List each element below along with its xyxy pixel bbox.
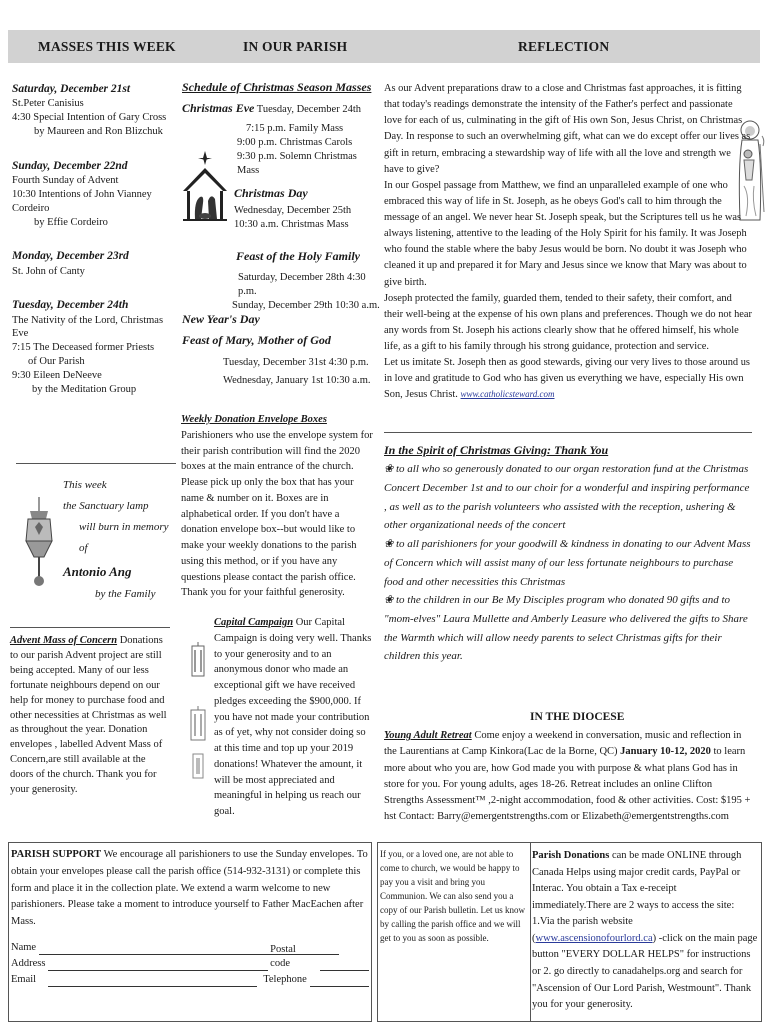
mass-line: 7:15 The Deceased former Priests — [12, 342, 155, 354]
new-years-title: New Year's Day — [182, 312, 260, 326]
support-title: PARISH SUPPORT — [11, 849, 102, 860]
parish-support-form — [8, 842, 372, 1022]
spirit-of-giving — [384, 440, 752, 666]
header-bar — [8, 30, 760, 63]
advent-title: Advent Mass of Concern — [10, 635, 118, 646]
mass-line: of Our Parish — [28, 356, 85, 368]
communion-box — [377, 842, 531, 1022]
weekly-envelope-notice — [181, 412, 376, 601]
flower-icon: ❀ — [384, 538, 396, 551]
communion-text: If you, or a loved one, are not able to come to church, we would be happy to pay you a visit and bring you Communion. We can also send you a copy of our Parish bulletin. Let us know by calling the parish office and we will get to you as soon as possible. — [380, 849, 525, 943]
retreat-dates: January 10-12, 2020 — [620, 746, 711, 758]
thanks-text: to all who so generously donated to our organ restoration fund at the Christmas Concert December 1st and to our choir for a wonderful and inspiring performance , as well as to the parish volunteers who assisted with the reception, ushering & other organizational needs of the concert — [384, 463, 750, 532]
mass-line: by Maureen and Ron Blizchuk — [34, 125, 163, 137]
christmas-eve-title: Christmas Eve — [182, 101, 255, 115]
mass-date: Saturday, December 21st — [12, 83, 131, 95]
holy-family-times — [232, 271, 382, 313]
sanctuary-lamp-text — [63, 475, 173, 605]
address-field[interactable] — [48, 960, 268, 971]
lamp-line: by the Family — [95, 588, 156, 601]
holy-line: Saturday, December 28th 4:30 p.m. — [238, 272, 366, 297]
thanks-text: to the children in our Be My Disciples program who donated 90 gifts and to "mom-elves" Laura Mullette and Amberly Leasure who delivered the gifts to Share the Warmth which will allow needy parents to select Christmas gifts for their children this year. — [384, 594, 748, 663]
campaign-icon — [188, 640, 208, 790]
reflection-text: As our Advent preparations draw to a close and Christmas fast approaches, it is fitting that today's readings demonstrate the intensity of the Father's perfect and passionate love for each of us, culminating in the gift of His own Son, Jesus Christ, on Christmas Day. In response to such an overwhelming gift, what can we do except offer our lives as gift in return, embracing a stewardship way of life with all the love and strength we have to give? In our Gospel passage from Matthew, we find an unparalleled example of one who embraced this way of life in St. Joseph, as he obeys God's call to him through the message of an angel. We never hear St. Joseph speak, but the Scriptures tell us he was always listening, attentive to the leading of the Holy Spirit for his family. It was Joseph who found the stable where the baby Jesus would be born. No doubt it was Joseph who cleaned it up and prepared it for Mary and Jesus since we know that Mary was about to give birth. Joseph protected the family, guarded them, tended to their safety, their comfort, and their well-being at the expense of his own plans and preferences. Though we do not hear any words from St. Joseph his actions clearly show that he offered himself, his whole life, as a gift to his family through his strong guidance, protection and service. Let us imitate St. Joseph then as good stewards, giving our very lives to those around us in love and gratitude to God who has given us everything we have, especially His own Son, Jesus Christ. — [384, 83, 752, 401]
lamp-line: will burn in memory of — [79, 520, 169, 554]
holy-line: Sunday, December 29th 10:30 a.m. — [232, 299, 380, 311]
christmas-eve-date: Tuesday, December 24th — [256, 104, 361, 115]
mass-line: 4:30 Special Intention of Gary Cross — [12, 112, 167, 124]
telephone-label: Telephone — [263, 974, 307, 986]
eve-line: 9:30 p.m. Solemn Christmas Mass — [237, 150, 357, 176]
lamp-line: the Sanctuary lamp — [63, 499, 149, 512]
capital-campaign-title: Capital Campaign — [214, 617, 294, 628]
mass-line: 9:30 Eileen DeNeeve — [12, 370, 102, 381]
christmas-eve-times — [232, 122, 372, 177]
lamp-line: This week — [63, 479, 107, 491]
advent-text: Donations to our parish Advent project are still being accepted. Many of our less fortunate neighbours depend on our help for money to purchase food and other necessities at Christmas as well as throughout the year. Donation envelopes , labelled Advent Mass of Concern,are still available at the doors of the church. Thank you for your generosity. — [10, 635, 167, 796]
eve-line: 9:00 p.m. Christmas Carols — [237, 136, 353, 148]
eve-line: 7:15 p.m. Family Mass — [246, 123, 344, 134]
postal-code-field[interactable] — [320, 960, 369, 971]
reflection-body — [384, 81, 752, 404]
sanctuary-lamp-icon — [22, 497, 56, 589]
mary-line: Tuesday, December 31st 4:30 p.m. — [223, 357, 369, 368]
thanks-item — [384, 591, 752, 666]
retreat-text: Come enjoy a weekend in conversation, music and reflection in the Laurentians at Camp Kinkora(Lac de la Borne, QC) — [384, 730, 742, 758]
donations-title: Parish Donations — [532, 850, 610, 861]
mass-line: St. John of Canty — [12, 265, 85, 277]
masses-column — [12, 82, 172, 397]
telephone-field[interactable] — [310, 976, 369, 987]
support-text-block — [11, 847, 369, 931]
mass-line: The Nativity of the Lord, Christmas Eve — [12, 314, 164, 340]
address-label: Address — [11, 958, 46, 970]
memorial-name: Antonio Ang — [63, 563, 132, 579]
divider — [16, 463, 176, 464]
thanks-text: to all parishioners for your goodwill & kindness in donating to our Advent Mass of Concern which will assist many of our less fortunate neighbours to purchase food and other necessities this Christmas — [384, 538, 751, 588]
day-line: Wednesday, December 25th — [234, 204, 352, 216]
email-field[interactable] — [48, 976, 257, 987]
donations-text: can be made ONLINE through Canada Helps using major credit cards, PayPal or Interac. You obtain a Tax e-receipt immediately.There are 2 ways to access the site: 1.Via the parish website ( — [532, 850, 742, 944]
mary-mother-times — [223, 356, 378, 388]
parish-website-link[interactable]: www.ascensionofourlord.ca — [535, 932, 653, 944]
mass-date: Sunday, December 22nd — [12, 159, 128, 172]
mass-line: by the Meditation Group — [32, 383, 137, 395]
mary-mother-title: Feast of Mary, Mother of God — [182, 333, 331, 347]
mass-line: St.Peter Canisius — [12, 98, 84, 110]
name-label: Name — [11, 942, 37, 954]
thanks-item — [384, 535, 752, 591]
mass-date: Tuesday, December 24th — [12, 299, 129, 312]
flower-icon: ❀ — [384, 463, 396, 476]
christmas-day-title: Christmas Day — [234, 186, 308, 200]
retreat-title: Young Adult Retreat — [384, 730, 472, 741]
mass-line: by Effie Cordeiro — [34, 216, 108, 228]
capital-campaign-notice — [214, 615, 372, 820]
divider — [384, 432, 752, 433]
diocese-title: IN THE DIOCESE — [530, 711, 625, 723]
mass-line: 10:30 Intentions of John Vianney Cordeiro — [12, 188, 152, 214]
support-text: We encourage all parishioners to use the Sunday envelopes. To obtain your envelopes please call the parish office (514-932-3131) or complete this form and place it in the collection plate. We extend a warm welcome to new parishioners. Please take a moment to introduce yourself to Father MacEachen after Mass. — [11, 849, 368, 928]
spirit-title: In the Spirit of Christmas Giving: Thank You — [384, 443, 609, 457]
christmas-day-block — [234, 186, 374, 232]
advent-mass-notice — [10, 634, 170, 798]
header-masses: MASSES THIS WEEK — [38, 39, 176, 54]
catholic-steward-link[interactable]: www.catholicsteward.com — [460, 389, 555, 400]
header-reflection: REFLECTION — [518, 39, 610, 54]
christmas-eve-row — [182, 101, 361, 117]
mary-line: Wednesday, January 1st 10:30 a.m. — [223, 374, 371, 386]
weekly-envelope-title: Weekly Donation Envelope Boxes — [181, 414, 327, 425]
mass-line: Fourth Sunday of Advent — [12, 174, 119, 186]
schedule-title: Schedule of Christmas Season Masses — [182, 80, 372, 94]
donations-text: ) -click on the main page button "EVERY DOLLAR HELPS" for instructions or 2. go directly to canadahelps.org and search for "Ascension of Our Lord Parish, Westmount". Thank you for your generosity. — [532, 932, 758, 1011]
flower-icon: ❀ — [384, 594, 396, 607]
retreat-text: to learn more about who you are, how God made you with purpose & what plans God has in store for you. For young adults, ages 18-26. Retreat includes an online Clifton Strengths Assessment™ ,2-night accommodation, food & other activities. Cost: $195 + hst Contact: Barry@emergentstrengths.com or Elizabeth@emergentstrengths.com — [384, 746, 751, 823]
divider — [10, 627, 170, 628]
postal-code-label: Postal code — [270, 944, 296, 970]
email-label: Email — [11, 974, 37, 986]
capital-campaign-text: Our Capital Campaign is doing very well. Thanks to your generosity and to an anonymous donor who made an exceptional gift we have received pledges exceeding the $900,000. If you have not made your contribution as of yet, why not consider doing so at this time and top up your 2019 donations! Whatever the amount, it will be most appreciated and meaningful in helping us reach our goal. — [214, 617, 372, 817]
thanks-item — [384, 460, 752, 535]
holy-family-title: Feast of the Holy Family — [236, 249, 360, 263]
mass-date: Monday, December 23rd — [12, 250, 129, 263]
young-adult-retreat — [384, 728, 754, 826]
header-parish: IN OUR PARISH — [243, 39, 348, 54]
donations-box — [529, 842, 762, 1022]
day-line: 10:30 a.m. Christmas Mass — [234, 218, 349, 230]
donations-text-block — [532, 848, 758, 1014]
nativity-icon — [181, 151, 229, 221]
weekly-envelope-text: Parishioners who use the envelope system for their parish contribution will find the 2020 boxes at the main entrance of the church. Please pick up only the box that has your name & number on it. Boxes are in alphabetical order. If you don't have a donation envelope box--but would like to make your weekly donations to the parish using this method, or if you have any questions please contact the parish office. Thank you for your faithful generosity. — [181, 429, 373, 599]
form-fields — [11, 940, 369, 987]
